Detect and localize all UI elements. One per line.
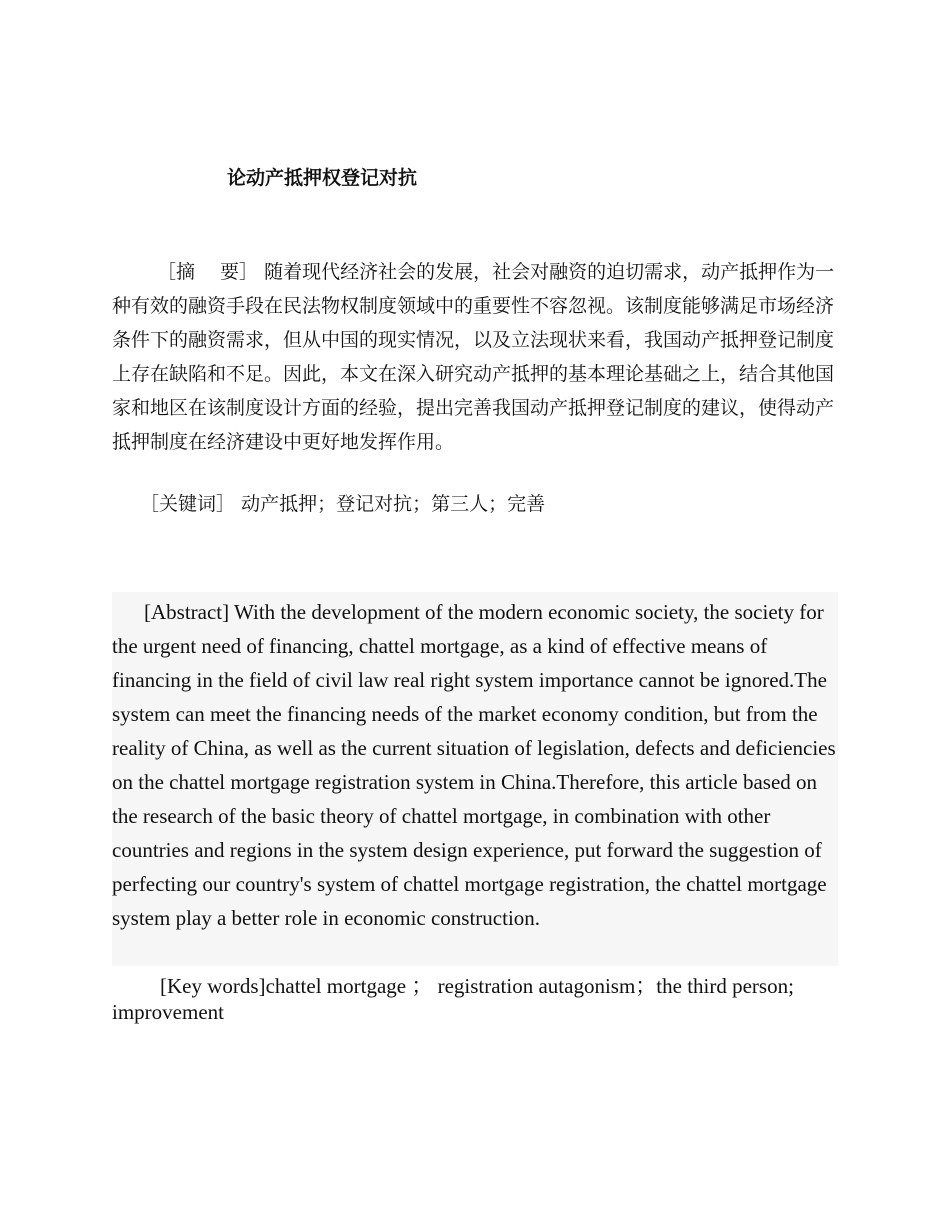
chinese-abstract-text: 随着现代经济社会的发展，社会对融资的迫切需求，动产抵押作为一种有效的融资手段在民法物权制度领域中的重要性不容忽视。该制度能够满足市场经济条件下的融资需求，但从中国的现实情况，以及立法现状来看，我国动产抵押登记制度上存在缺陷和不足。因此，本文在深入研究动产抵押的基本理论基础之上，结合其他国家和地区在该制度设计方面的经验，提出完善我国动产抵押登记制度的建议，使得动产抵押制度在经济建设中更好地发挥作用。 xyxy=(112,261,835,453)
chinese-keywords-label: ［关键词］ xyxy=(140,493,236,515)
english-keywords-text: chattel mortgage ； registration autagonism；the third person; improvement xyxy=(112,974,794,1024)
chinese-abstract xyxy=(112,255,840,459)
english-abstract-text: With the development of the modern economic society, the society for the urgent need of financing, chattel mortgage, as a kind of effective means of financing in the field of civil law real right system importance cannot be ignored.The system can meet the financing needs of the market economy condition, but from the reality of China, as well as the current situation of legislation, defects and deficiencies on the chattel mortgage registration system in China.Therefore, this article based on the research of the basic theory of chattel mortgage, in combination with other countries and regions in the system design experience, put forward the suggestion of perfecting our country's system of chattel mortgage registration, the chattel mortgage system play a better role in economic construction. xyxy=(112,600,836,930)
chinese-keywords-text: 动产抵押；登记对抗；第三人；完善 xyxy=(241,493,546,515)
chinese-keywords xyxy=(140,489,545,519)
english-abstract-paragraph xyxy=(112,595,838,935)
chinese-abstract-label: ［摘 要］ xyxy=(157,261,259,283)
english-abstract-label: [Abstract] xyxy=(144,600,230,624)
document-title: 论动产抵押权登记对抗 xyxy=(227,167,418,189)
english-keywords xyxy=(112,973,838,1025)
english-abstract xyxy=(112,592,838,966)
chinese-abstract-paragraph xyxy=(112,255,840,459)
english-keywords-label: [Key words] xyxy=(160,974,266,998)
